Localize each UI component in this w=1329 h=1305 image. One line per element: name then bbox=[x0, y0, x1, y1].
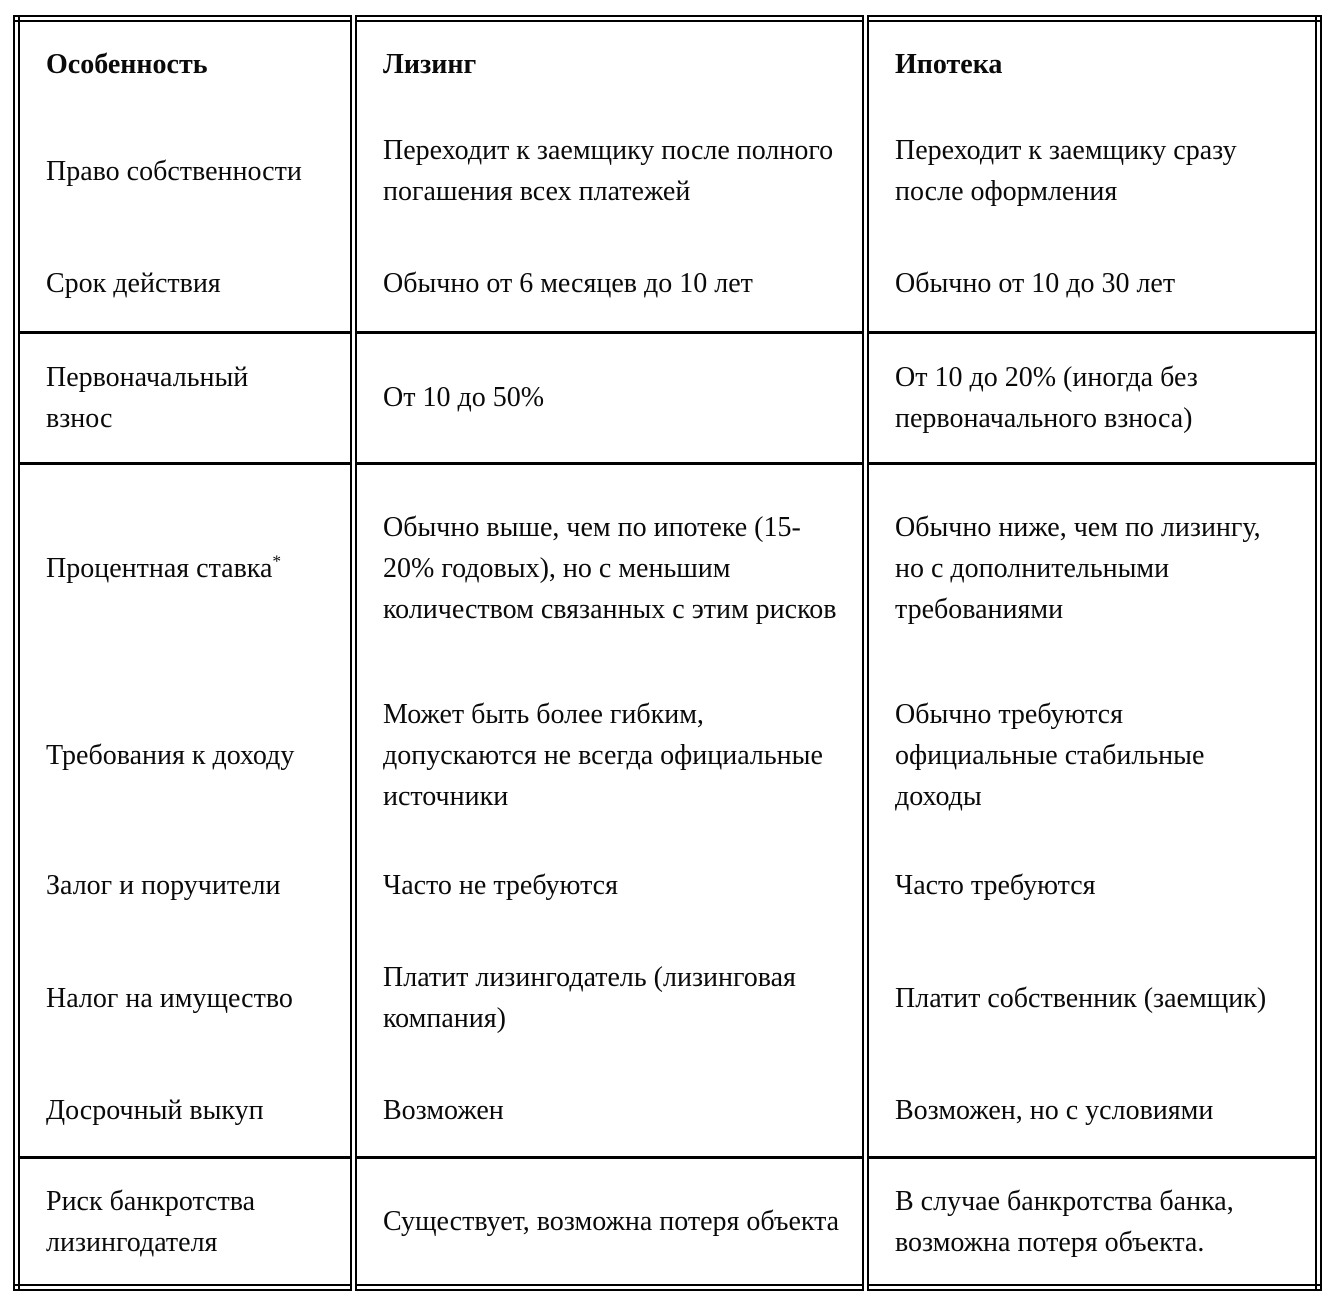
leasing-cell: Возможен bbox=[354, 1064, 866, 1158]
table-row bbox=[17, 236, 1319, 332]
leasing-cell: От 10 до 50% bbox=[354, 332, 866, 464]
feature-label: Первоначальный взнос bbox=[46, 361, 249, 434]
table-row bbox=[17, 1158, 1319, 1288]
mortgage-cell: Обычно требуются официальные стабильные доходы bbox=[866, 671, 1319, 839]
table-row bbox=[17, 464, 1319, 671]
feature-cell bbox=[17, 236, 354, 332]
mortgage-cell: В случае банкротства банка, возможна потеря объекта. bbox=[866, 1158, 1319, 1288]
mortgage-cell: Обычно ниже, чем по лизингу, но с дополнительными требованиями bbox=[866, 464, 1319, 671]
feature-cell bbox=[17, 1064, 354, 1158]
feature-cell bbox=[17, 464, 354, 671]
table-body bbox=[17, 107, 1319, 1288]
mortgage-cell: Возможен, но с условиями bbox=[866, 1064, 1319, 1158]
header-row bbox=[17, 19, 1319, 107]
feature-cell bbox=[17, 332, 354, 464]
leasing-cell: Переходит к заемщику после полного погашения всех платежей bbox=[354, 107, 866, 237]
leasing-cell: Часто не требуются bbox=[354, 839, 866, 932]
leasing-cell: Может быть более гибким, допускаются не всегда официальные источники bbox=[354, 671, 866, 839]
table-row bbox=[17, 839, 1319, 932]
leasing-cell: Обычно выше, чем по ипотеке (15-20% годовых), но с меньшим количеством связанных с этим рисков bbox=[354, 464, 866, 671]
table-row bbox=[17, 671, 1319, 839]
feature-cell bbox=[17, 671, 354, 839]
mortgage-cell: Часто требуются bbox=[866, 839, 1319, 932]
feature-label: Процентная ставка bbox=[46, 552, 273, 584]
table-row bbox=[17, 932, 1319, 1064]
leasing-cell: Существует, возможна потеря объекта bbox=[354, 1158, 866, 1288]
feature-label: Требования к доходу bbox=[46, 739, 295, 771]
feature-label: Налог на имущество bbox=[46, 982, 293, 1014]
mortgage-cell: Переходит к заемщику сразу после оформления bbox=[866, 107, 1319, 237]
feature-label: Право собственности bbox=[46, 155, 302, 187]
mortgage-cell: От 10 до 20% (иногда без первоначального взноса) bbox=[866, 332, 1319, 464]
comparison-table bbox=[13, 15, 1322, 1291]
column-header-leasing: Лизинг bbox=[354, 19, 866, 107]
leasing-cell: Платит лизингодатель (лизинговая компания) bbox=[354, 932, 866, 1064]
column-header-mortgage: Ипотека bbox=[866, 19, 1319, 107]
feature-label: Срок действия bbox=[46, 267, 221, 299]
mortgage-cell: Платит собственник (заемщик) bbox=[866, 932, 1319, 1064]
feature-label: Залог и поручители bbox=[46, 870, 281, 902]
column-header-feature: Особенность bbox=[46, 48, 208, 80]
table-row bbox=[17, 1064, 1319, 1158]
feature-label: Досрочный выкуп bbox=[46, 1094, 264, 1126]
table-row bbox=[17, 332, 1319, 464]
feature-cell bbox=[17, 932, 354, 1064]
footnote-marker: * bbox=[272, 551, 282, 571]
feature-cell bbox=[17, 839, 354, 932]
table-row bbox=[17, 107, 1319, 237]
feature-cell bbox=[17, 1158, 354, 1288]
feature-cell bbox=[17, 107, 354, 237]
leasing-cell: Обычно от 6 месяцев до 10 лет bbox=[354, 236, 866, 332]
feature-label: Риск банкротства лизингодателя bbox=[46, 1185, 256, 1258]
mortgage-cell: Обычно от 10 до 30 лет bbox=[866, 236, 1319, 332]
